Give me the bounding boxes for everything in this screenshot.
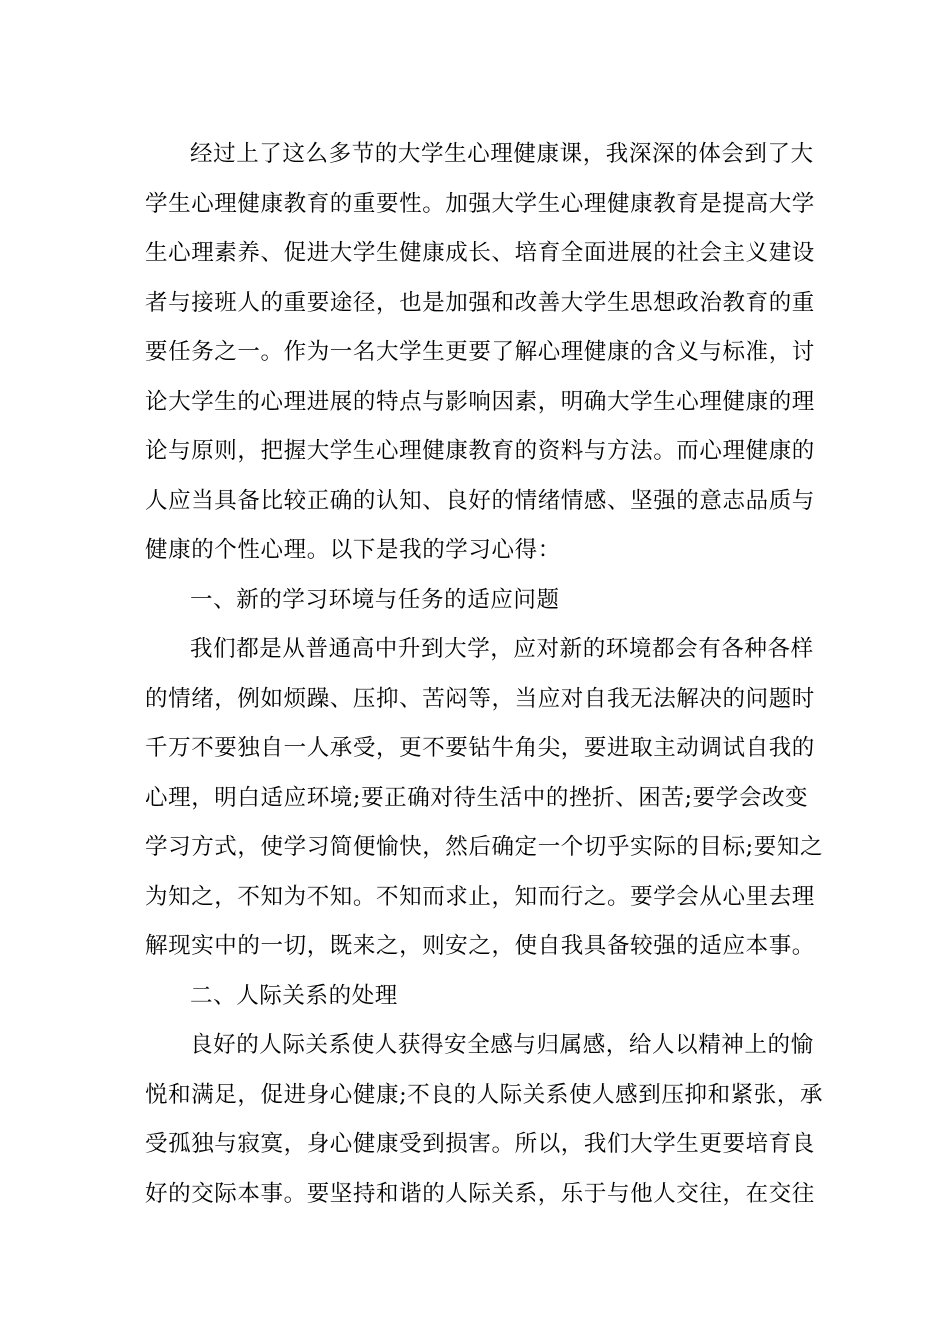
paragraph-line: 要任务之一。作为一名大学生更要了解心理健康的含义与标准，讨 xyxy=(145,339,815,365)
paragraph-line: 论与原则，把握大学生心理健康教育的资料与方法。而心理健康的 xyxy=(145,438,815,464)
paragraph-line: 悦和满足，促进身心健康;不良的人际关系使人感到压抑和紧张，承 xyxy=(145,1081,824,1108)
paragraph-line: 学生心理健康教育的重要性。加强大学生心理健康教育是提高大学 xyxy=(145,190,815,217)
paragraph-line: 者与接班人的重要途径，也是加强和改善大学生思想政治教育的重 xyxy=(145,289,815,316)
paragraph-line: 为知之，不知为不知。不知而求止，知而行之。要学会从心里去理 xyxy=(145,883,815,910)
paragraph-line: 的情绪，例如烦躁、压抑、苦闷等，当应对自我无法解决的问题时 xyxy=(145,685,815,712)
paragraph-line: 良好的人际关系使人获得安全感与归属感，给人以精神上的愉 xyxy=(190,1032,814,1058)
paragraph-line: 人应当具备比较正确的认知、良好的情绪情感、坚强的意志品质与 xyxy=(145,487,815,514)
paragraph-line: 论大学生的心理进展的特点与影响因素，明确大学生心理健康的理 xyxy=(145,388,815,415)
section-heading-text: 二、人际关系的处理 xyxy=(190,982,398,1009)
paragraph-line: 心理，明白适应环境;要正确对待生活中的挫折、困苦;要学会改变 xyxy=(145,784,809,811)
section-heading-text: 一、新的学习环境与任务的适应问题 xyxy=(190,586,560,613)
paragraph-line: 我们都是从普通高中升到大学，应对新的环境都会有各种各样 xyxy=(190,636,814,662)
paragraph-line: 健康的个性心理。以下是我的学习心得： xyxy=(145,537,561,563)
relationships-paragraph xyxy=(145,1021,824,1219)
section-heading-relationships xyxy=(145,972,805,1022)
paragraph-line: 解现实中的一切，既来之，则安之，使自我具备较强的适应本事。 xyxy=(145,933,815,959)
section-heading-adaptation xyxy=(145,576,805,626)
paragraph-line: 学习方式，使学习简便愉快，然后确定一个切乎实际的目标;要知之 xyxy=(145,834,824,860)
adaptation-paragraph xyxy=(145,625,824,972)
document-body xyxy=(145,130,824,1219)
intro-paragraph xyxy=(145,130,815,576)
paragraph-line: 生心理素养、促进大学生健康成长、培育全面进展的社会主义建设 xyxy=(145,240,815,266)
paragraph-line: 好的交际本事。要坚持和谐的人际关系，乐于与他人交往，在交往 xyxy=(145,1180,815,1207)
paragraph-line: 经过上了这么多节的大学生心理健康课，我深深的体会到了大 xyxy=(190,141,814,167)
paragraph-line: 受孤独与寂寞，身心健康受到损害。所以，我们大学生更要培育良 xyxy=(145,1131,815,1157)
paragraph-line: 千万不要独自一人承受，更不要钻牛角尖，要进取主动调试自我的 xyxy=(145,735,815,761)
